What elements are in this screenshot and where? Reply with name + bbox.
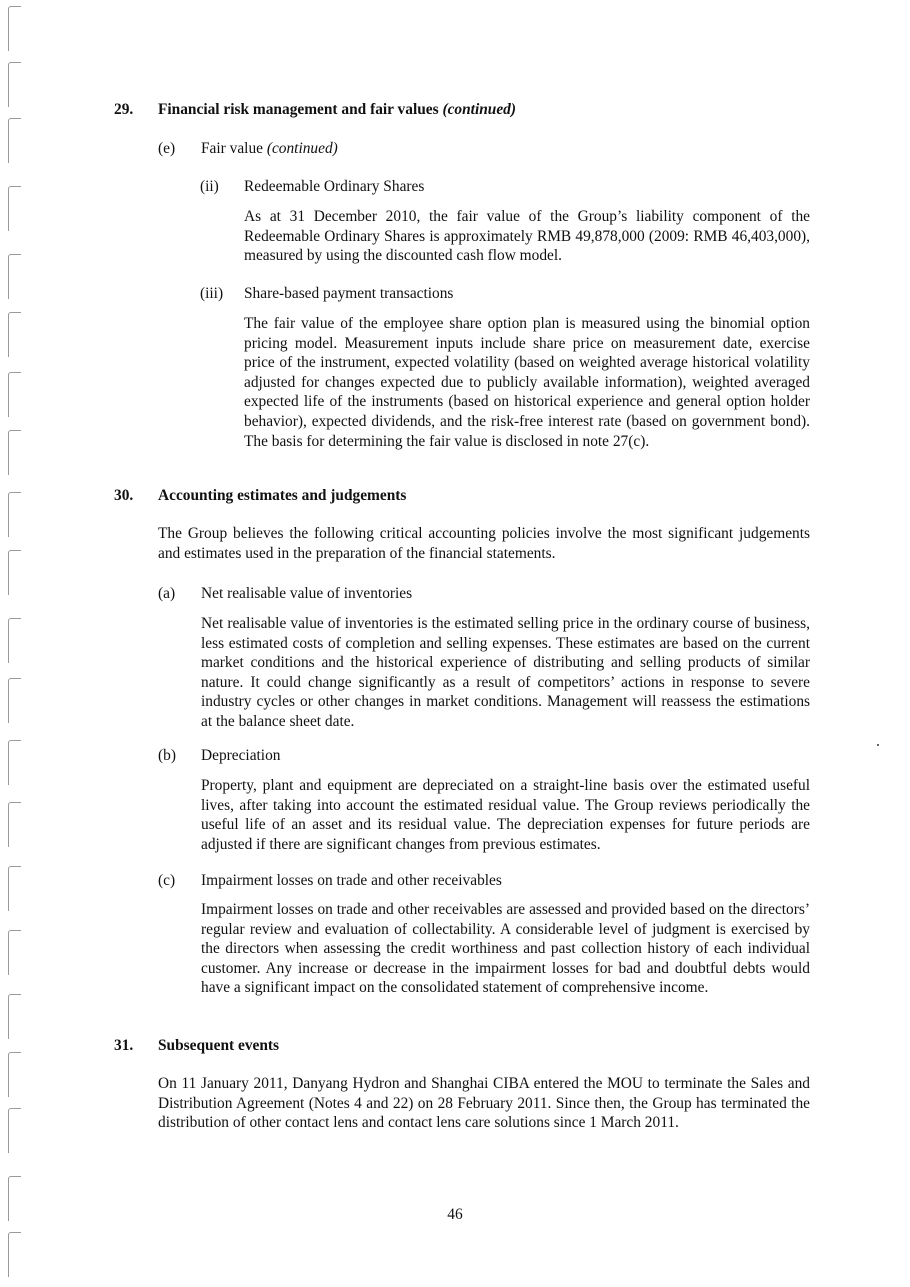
subsection-c-paragraph: Impairment losses on trade and other receivables are assessed and provided based on the directors’ regular review and evaluation of collectability. A considerable level of judgment is exercised by the directors when assessing the credit worthiness and past collection history of each individual customer. Any increase or decrease in the impairment losses for bad and doubtful debts would have a significant impact on the consolidated statement of comprehensive income. [201,901,810,997]
stray-mark [877,744,879,746]
continued-note: (continued) [266,140,338,157]
item-ii-paragraph: As at 31 December 2010, the fair value of the Group’s liability component of the Redeemable Ordinary Shares is approximately RMB 49,878,000 (2009: RMB 46,403,000), measured by using the discounted cash flow model. [244,208,810,265]
subsection-label: (a) [158,585,176,602]
binding-marks [0,0,40,1287]
subsection-label: (c) [158,872,176,889]
continued-note: (continued) [442,101,517,118]
section-number: 29. [114,101,134,118]
section-30-intro: The Group believes the following critical accounting policies involve the most significant judgements and estimates used in the preparation of the financial statements. [158,525,810,562]
subsection-title: Net realisable value of inventories [201,585,413,602]
item-iii-paragraph: The fair value of the employee share option plan is measured using the binomial option pricing model. Measurement inputs include share price on measurement date, exercise price of the instrument, expected volatility (based on weighted average historical volatility adjusted for changes expected due to publicly available information), weighted averaged expected life of the instruments (based on historical experience and general option holder behavior), expected dividends, and the risk-free interest rate (based on government bond). The basis for determining the fair value is disclosed in note 27(c). [244,315,810,450]
section-number: 30. [114,487,134,504]
section-title: Accounting estimates and judgements [158,487,407,504]
subsection-label: (b) [158,747,176,764]
item-title: Share-based payment transactions [244,285,454,302]
item-label: (ii) [200,178,219,195]
section-title: Financial risk management and fair values (continued) [158,101,517,118]
subsection-title: Depreciation [201,747,281,764]
section-title: Subsequent events [158,1037,280,1054]
section-31-paragraph: On 11 January 2011, Danyang Hydron and Shanghai CIBA entered the MOU to terminate the Sales and Distribution Agreement (Notes 4 and 22) on 28 February 2011. Since then, the Group has terminated the distribution of other contact lens and contact lens care solutions since 1 March 2011. [158,1075,810,1132]
section-number: 31. [114,1037,134,1054]
item-title: Redeemable Ordinary Shares [244,178,425,195]
subsection-label: (e) [158,140,176,157]
item-label: (iii) [200,285,224,302]
page-number: 46 [447,1206,463,1223]
subsection-title: Impairment losses on trade and other receivables [201,872,502,889]
subsection-b-paragraph: Property, plant and equipment are depreciated on a straight-line basis over the estimated useful lives, after taking into account the estimated residual value. The Group reviews periodically the useful life of an asset and its residual value. The depreciation expenses for future periods are adjusted if there are significant changes from previous estimates. [201,777,810,853]
subsection-a-paragraph: Net realisable value of inventories is the estimated selling price in the ordinary course of business, less estimated costs of completion and selling expenses. These estimates are based on the current market conditions and the historical experience of distributing and selling products of similar nature. It could change significantly as a result of competitors’ actions in response to severe industry cycles or other changes in market conditions. Management will reassess the estimations at the balance sheet date. [201,615,810,730]
subsection-title: Fair value (continued) [201,140,338,157]
